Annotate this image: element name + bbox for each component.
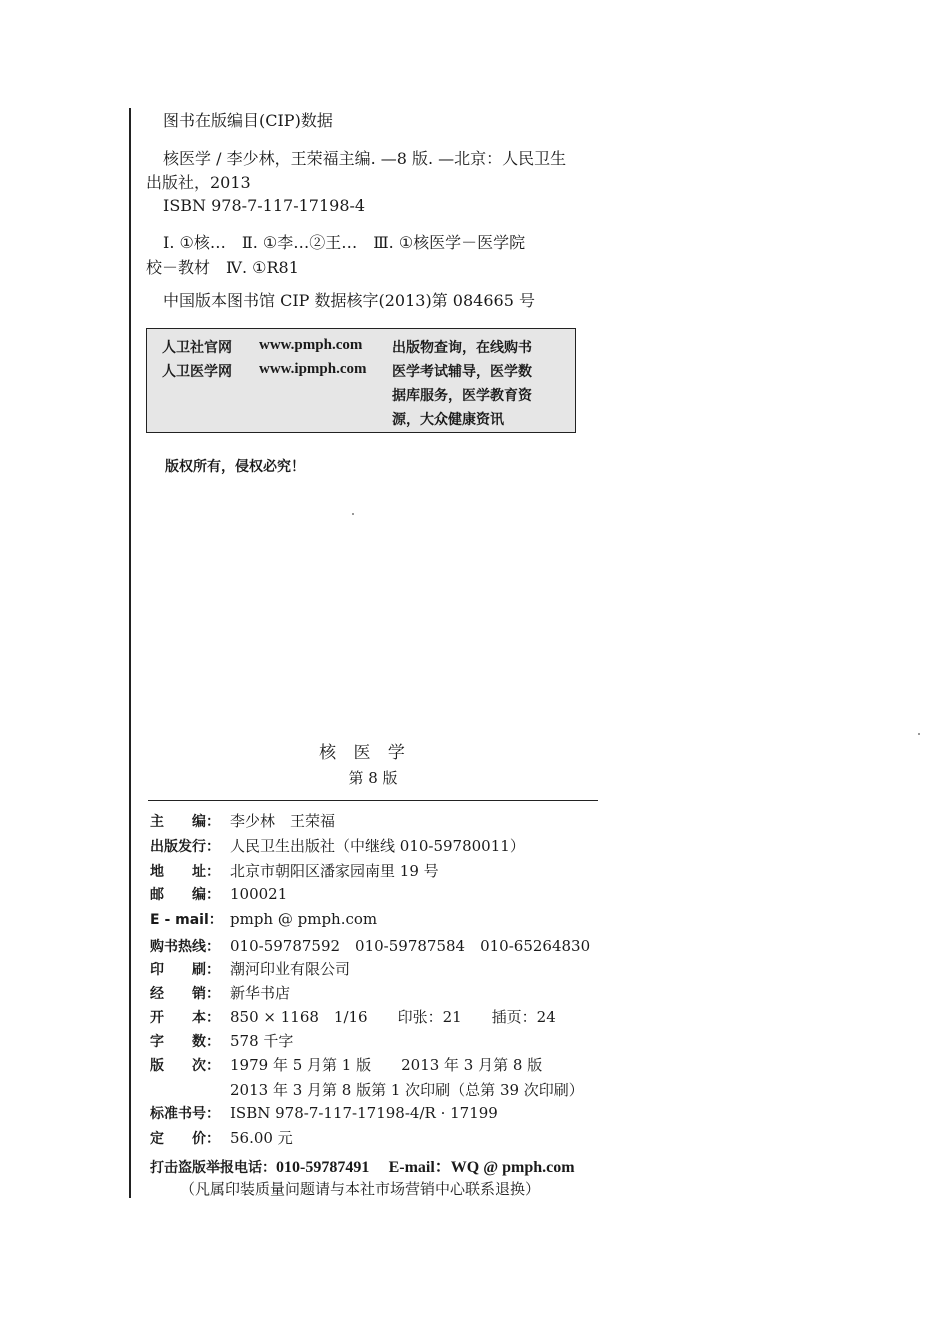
colophon-row [150, 1006, 556, 1027]
book-edition: 第 8 版 [348, 769, 398, 787]
piracy-label: 打击盗版举报电话： [150, 1160, 276, 1176]
colophon-value: 1979 年 5 月第 1 版 2013 年 3 月第 8 版 [230, 1056, 543, 1074]
promo-box [146, 328, 576, 433]
colophon-row [150, 909, 377, 929]
scan-speck [918, 733, 920, 735]
colophon-value: 李少林 王荣福 [230, 812, 336, 830]
colophon-label: 购书热线： [150, 939, 220, 955]
colophon-row [150, 1054, 542, 1075]
colophon-row [150, 958, 350, 979]
colophon-label: 标准书号： [150, 1106, 220, 1122]
colophon-label: 版 次： [150, 1058, 220, 1074]
service-line-1: 出版物查询，在线购书 [392, 340, 532, 356]
return-note: （凡属印装质量问题请与本社市场营销中心联系退换） [180, 1180, 541, 1198]
colophon-label: 地 址： [150, 864, 220, 880]
piracy-email: E-mail：WQ @ pmph.com [388, 1159, 575, 1176]
colophon-value: 100021 [230, 885, 288, 903]
book-title: 核 医 学 [319, 743, 411, 763]
colophon-row [150, 1103, 498, 1123]
colophon-value: 56.00 元 [230, 1129, 293, 1147]
colophon-value: 北京市朝阳区潘家园南里 19 号 [230, 862, 439, 880]
colophon-row [150, 835, 525, 856]
colophon-value: 010-59787592 010-59787584 010-65264830 [230, 937, 591, 955]
cip-heading: 图书在版编目(CIP)数据 [163, 111, 333, 130]
colophon-row [150, 1127, 293, 1148]
copyright-notice: 版权所有，侵权必究！ [165, 459, 305, 475]
colophon-value: 潮河印业有限公司 [230, 960, 351, 978]
colophon-row [150, 810, 335, 831]
colophon-value: 新华书店 [230, 984, 291, 1002]
site2-url[interactable]: www.ipmph.com [259, 361, 367, 377]
colophon-label: 主 编： [150, 814, 220, 830]
cip-classification-1: Ⅰ. ①核… Ⅱ. ①李…②王… Ⅲ. ①核医学－医学院 [163, 233, 526, 252]
colophon-row [150, 860, 439, 881]
colophon-row [150, 884, 287, 904]
colophon-value: pmph @ pmph.com [230, 910, 378, 928]
piracy-phone: 010-59787491 [276, 1159, 370, 1176]
site2-label: 人卫医学网 [162, 364, 232, 380]
site1-label: 人卫社官网 [162, 340, 232, 356]
cip-line-2: 出版社，2013 [146, 173, 251, 192]
colophon-row [150, 1030, 293, 1051]
colophon-label: 经 销： [150, 986, 220, 1002]
colophon-value: 578 千字 [230, 1032, 294, 1050]
colophon-label: 字 数： [150, 1034, 220, 1050]
scan-speck [352, 513, 354, 515]
colophon-label: 出版发行： [150, 839, 220, 855]
cip-line-1: 核医学 / 李少林，王荣福主编. —8 版. —北京：人民卫生 [163, 149, 567, 168]
divider [148, 800, 598, 801]
site1-url[interactable]: www.pmph.com [259, 337, 363, 353]
colophon-value: 850 × 1168 1/16 印张：21 插页：24 [230, 1008, 556, 1026]
cip-classification-2: 校－教材 Ⅳ. ①R81 [146, 258, 299, 277]
colophon-value: 人民卫生出版社（中继线 010-59780011） [230, 837, 525, 855]
colophon-row [150, 982, 290, 1003]
cip-number: 中国版本图书馆 CIP 数据核字(2013)第 084665 号 [163, 291, 535, 310]
service-line-4: 源，大众健康资讯 [392, 412, 504, 428]
colophon-row [150, 935, 590, 956]
colophon-value: 2013 年 3 月第 8 版第 1 次印刷（总第 39 次印刷） [230, 1081, 584, 1099]
colophon-label: E - mail： [150, 912, 223, 928]
colophon-value: ISBN 978-7-117-17198-4/R · 17199 [230, 1104, 498, 1122]
cip-isbn: ISBN 978-7-117-17198-4 [163, 196, 366, 215]
service-line-2: 医学考试辅导，医学数 [392, 364, 532, 380]
colophon-label: 开 本： [150, 1010, 220, 1026]
piracy-hotline [150, 1154, 575, 1177]
colophon-row [150, 1079, 584, 1100]
colophon-label: 定 价： [150, 1131, 220, 1147]
colophon-label: 邮 编： [150, 887, 220, 903]
service-line-3: 据库服务，医学教育资 [392, 388, 532, 404]
margin-rule [129, 108, 131, 1198]
colophon-label: 印 刷： [150, 962, 220, 978]
